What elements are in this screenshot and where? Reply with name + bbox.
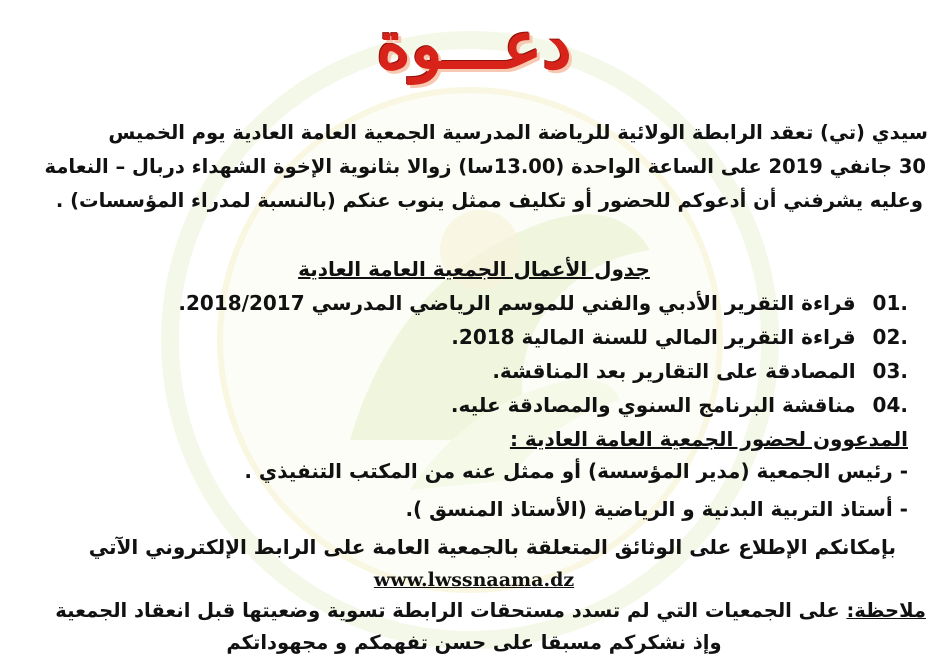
note (55, 596, 926, 626)
agenda-item-text: قراءة التقرير الأدبي والفني للموسم الرياضي المدرسي 2018/2017. (178, 291, 856, 315)
note-text: على الجمعيات التي لم تسدد مستحقات الرابطة تسوية وضعيتها قبل انعقاد الجمعية (55, 599, 847, 622)
paragraph-line-1: سيدي (تي) تعقد الرابطة الولائية للرياضة المدرسية الجمعية العامة العادية يوم الخميس (108, 121, 928, 144)
website-link[interactable]: www.lwssnaama.dz (373, 569, 575, 591)
agenda-item-number: .02 (872, 325, 908, 349)
invited-item: - أستاذ التربية البدنية و الرياضية (الأستاذ المنسق ). (405, 497, 908, 521)
agenda-item (451, 390, 908, 420)
thanks-text: وإذ نشكركم مسبقا على حسن تفهمكم و مجهوداتكم (226, 631, 722, 654)
agenda-item-text: مناقشة البرنامج السنوي والمصادقة عليه. (450, 393, 856, 417)
agenda-item-number: .04 (872, 393, 908, 417)
documents-access-text: بإمكانكم الإطلاع على الوثائق المتعلقة بالجمعية العامة على الرابط الإلكتروني الآتي (88, 535, 896, 559)
paragraph-line-3: وعليه يشرفني أن أدعوكم للحضور أو تكليف ممثل ينوب عنكم (بالنسبة لمدراء المؤسسات) . (55, 189, 923, 212)
agenda-item (178, 288, 908, 318)
agenda-item-text: قراءة التقرير المالي للسنة المالية 2018. (451, 325, 856, 349)
invited-title: المدعوون لحضور الجمعية العامة العادية : (509, 427, 908, 451)
invitation-title: دعـــوة (376, 6, 572, 84)
invited-item: - رئيس الجمعية (مدير المؤسسة) أو ممثل عنه من المكتب التنفيذي . (244, 459, 908, 483)
agenda-item (451, 322, 908, 352)
agenda-item-number: .03 (872, 359, 908, 383)
note-label: ملاحظة: (846, 599, 926, 622)
agenda-title: جدول الأعمال الجمعية العامة العادية (298, 257, 650, 281)
paragraph-line-2: 30 جانفي 2019 على الساعة الواحدة (13.00سا) زوالا بثانوية الإخوة الشهداء دربال – النعامة (44, 155, 926, 178)
agenda-item (492, 356, 908, 386)
agenda-item-text: المصادقة على التقارير بعد المناقشة. (492, 359, 856, 383)
agenda-item-number: .01 (872, 291, 908, 315)
